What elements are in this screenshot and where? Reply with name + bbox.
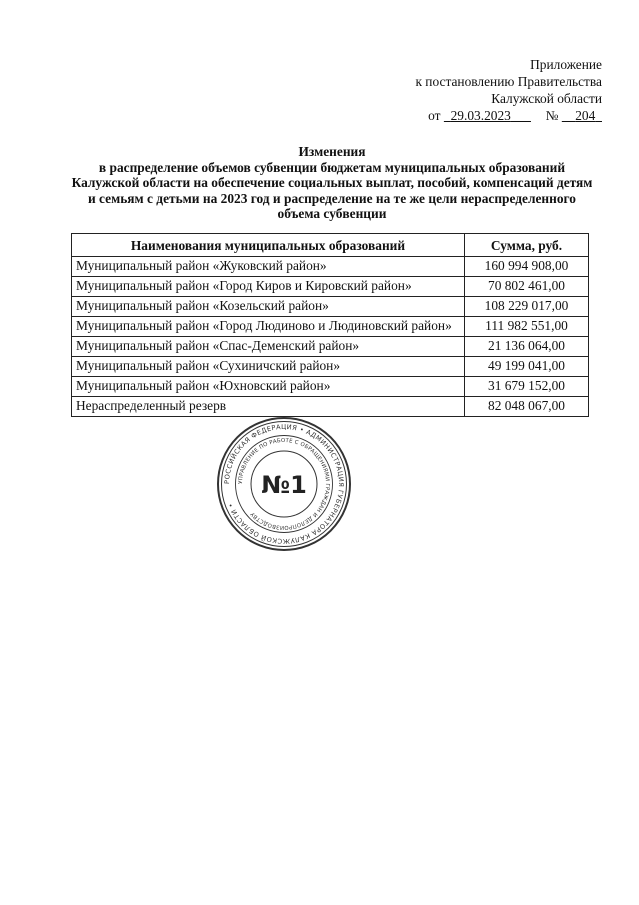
column-header-sum: Сумма, руб. xyxy=(465,234,589,257)
row-name: Муниципальный район «Юхновский район» xyxy=(72,377,465,397)
column-header-name: Наименования муниципальных образований xyxy=(72,234,465,257)
title-line-2: в распределение объемов субвенции бюджетам муниципальных образований xyxy=(98,159,566,175)
row-sum: 111 982 551,00 xyxy=(465,317,589,337)
date-prefix: от xyxy=(428,108,441,123)
seal-center-number: №1 xyxy=(261,471,307,499)
table-row xyxy=(72,377,589,397)
table-row xyxy=(72,397,589,417)
subvention-table xyxy=(71,233,589,417)
table-row xyxy=(72,357,589,377)
row-name: Муниципальный район «Жуковский район» xyxy=(72,257,465,277)
resolution-date: 29.03.2023 xyxy=(450,108,511,123)
row-name: Муниципальный район «Сухиничский район» xyxy=(72,357,465,377)
seal-outer-text: РОССИЙСКАЯ ФЕДЕРАЦИЯ • АДМИНИСТРАЦИЯ ГУБЕРНАТОРА КАЛУЖСКОЙ ОБЛАСТИ • xyxy=(222,422,346,546)
row-name: Муниципальный район «Город Киров и Кировский район» xyxy=(72,277,465,297)
region-name: Калужской области xyxy=(491,91,602,106)
attachment-label: Приложение xyxy=(530,57,602,72)
resolution-reference: к постановлению Правительства xyxy=(415,74,602,89)
row-name: Муниципальный район «Город Людиново и Людиновский район» xyxy=(72,317,465,337)
table-row xyxy=(72,337,589,357)
title-line-5: объема субвенции xyxy=(277,206,387,222)
title-line-3: Калужской области на обеспечение социальных выплат, пособий, компенсаций детям xyxy=(71,175,593,191)
document-title xyxy=(52,144,612,222)
table-row xyxy=(72,277,589,297)
table-header-row xyxy=(72,234,589,257)
row-sum: 108 229 017,00 xyxy=(465,297,589,317)
table-row xyxy=(72,317,589,337)
row-sum: 31 679 152,00 xyxy=(465,377,589,397)
official-seal xyxy=(216,416,352,552)
row-sum: 21 136 064,00 xyxy=(465,337,589,357)
date-number-line xyxy=(415,107,602,124)
row-sum: 160 994 908,00 xyxy=(465,257,589,277)
row-sum: 70 802 461,00 xyxy=(465,277,589,297)
row-name: Муниципальный район «Спас-Деменский район» xyxy=(72,337,465,357)
table-row xyxy=(72,297,589,317)
row-sum: 82 048 067,00 xyxy=(465,397,589,417)
table-row xyxy=(72,257,589,277)
row-name: Нераспределенный резерв xyxy=(72,397,465,417)
seal-inner-text: УПРАВЛЕНИЕ ПО РАБОТЕ С ОБРАЩЕНИЯМИ ГРАЖДАН И ДЕЛОПРОИЗВОДСТВУ xyxy=(237,437,331,531)
number-label: № xyxy=(545,108,559,123)
attachment-header xyxy=(415,56,602,124)
title-line-1: Изменения xyxy=(298,144,366,159)
row-sum: 49 199 041,00 xyxy=(465,357,589,377)
title-line-4: и семьям с детьми на 2023 год и распределение на те же цели нераспределенного xyxy=(87,190,577,206)
row-name: Муниципальный район «Козельский район» xyxy=(72,297,465,317)
seal-stamp-icon xyxy=(216,416,352,552)
resolution-number: 204 xyxy=(575,108,596,123)
